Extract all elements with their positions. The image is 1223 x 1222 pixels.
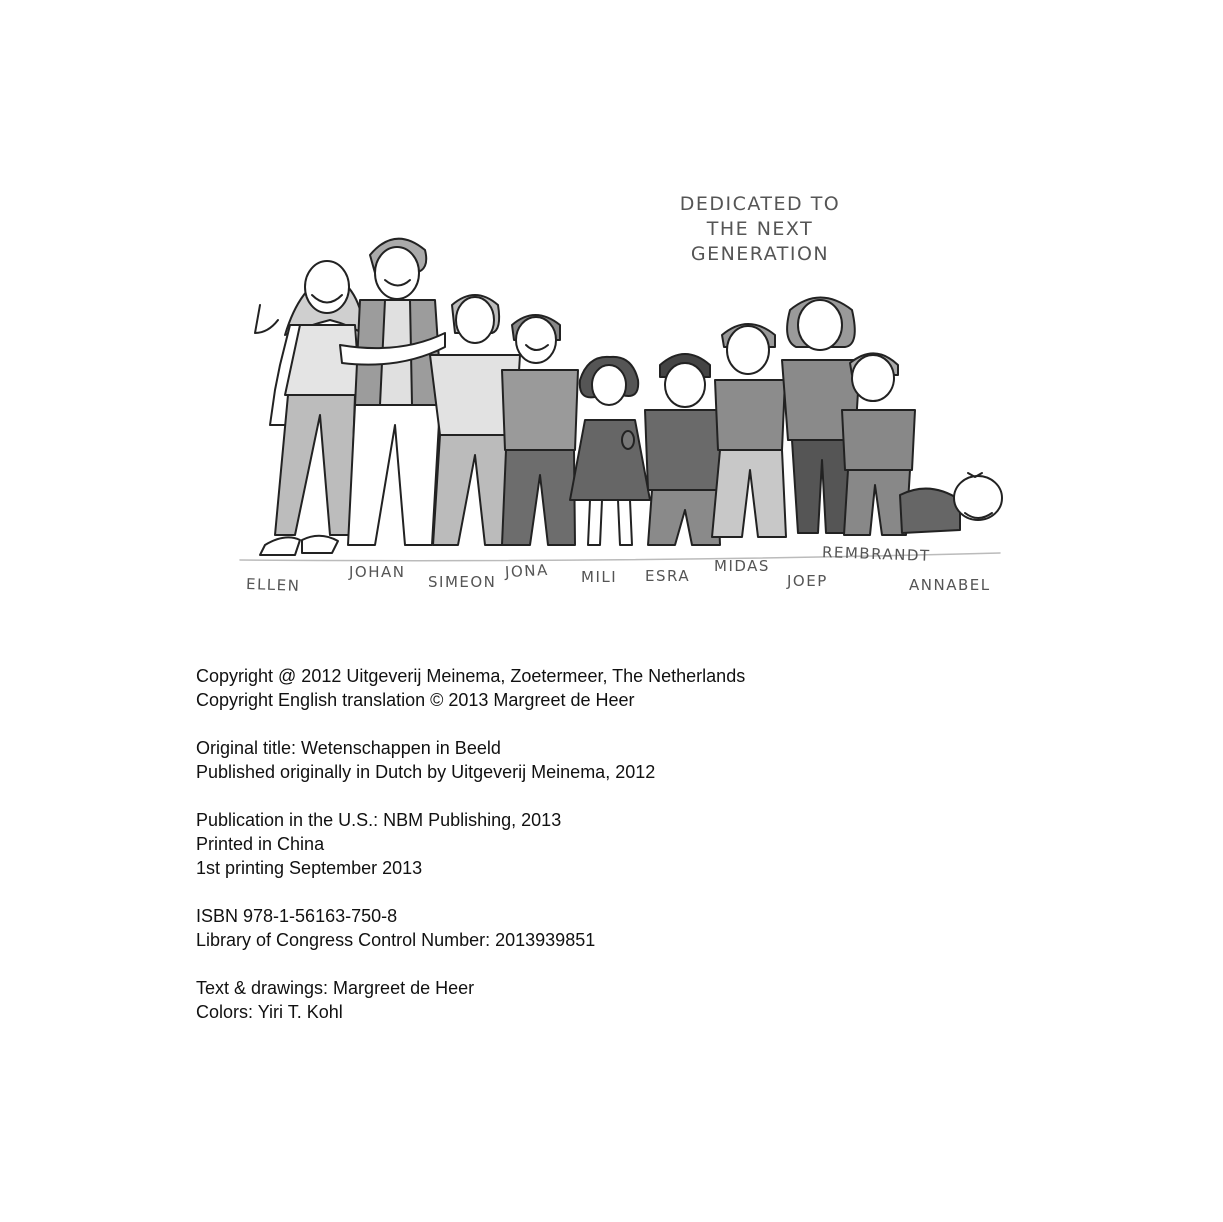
name-label-jona: JONA	[504, 560, 550, 582]
original-title-block	[196, 736, 996, 784]
translation-copyright-line: Copyright English translation © 2013 Margreet de Heer	[196, 690, 635, 710]
figure-jona	[502, 315, 578, 545]
publication-block	[196, 808, 996, 880]
name-label-joep: JOEP	[787, 572, 828, 590]
dedication-line-1: DEDICATED TO	[679, 193, 841, 215]
isbn-line: ISBN 978-1-56163-750-8	[196, 906, 398, 926]
copyright-line: Copyright @ 2012 Uitgeverij Meinema, Zoetermeer, The Netherlands	[196, 666, 746, 686]
colors-credit: Colors: Yiri T. Kohl	[196, 1002, 343, 1022]
printing-line: 1st printing September 2013	[196, 858, 423, 878]
name-label-johan: JOHAN	[349, 563, 406, 581]
name-label-annabel: ANNABEL	[909, 576, 991, 594]
figure-midas	[712, 324, 786, 537]
dedication-line-2: THE NEXT GENERATION	[690, 218, 830, 265]
name-label-midas: MIDAS	[714, 557, 770, 575]
figure-ellen	[255, 261, 365, 555]
figure-mili	[570, 357, 650, 545]
name-label-rembrandt: REMBRANDT	[821, 543, 931, 565]
text-drawings-credit: Text & drawings: Margreet de Heer	[196, 978, 475, 998]
credits-block	[196, 976, 996, 1024]
original-title-line: Original title: Wetenschappen in Beeld	[196, 738, 501, 758]
name-label-simeon: SIMEON	[428, 573, 497, 591]
figure-annabel	[900, 473, 1002, 533]
loc-number-line: Library of Congress Control Number: 2013939851	[196, 930, 596, 950]
imprint-text	[196, 664, 996, 1048]
us-publication-line: Publication in the U.S.: NBM Publishing, 2013	[196, 810, 562, 830]
isbn-block	[196, 904, 996, 952]
name-label-esra: ESRA	[645, 567, 691, 585]
name-label-ellen: ELLEN	[245, 575, 301, 595]
figure-johan	[340, 239, 445, 545]
name-label-mili: MILI	[581, 568, 618, 586]
original-publisher-line: Published originally in Dutch by Uitgeverij Meinema, 2012	[196, 762, 656, 782]
copyright-block	[196, 664, 996, 712]
printed-in-line: Printed in China	[196, 834, 325, 854]
